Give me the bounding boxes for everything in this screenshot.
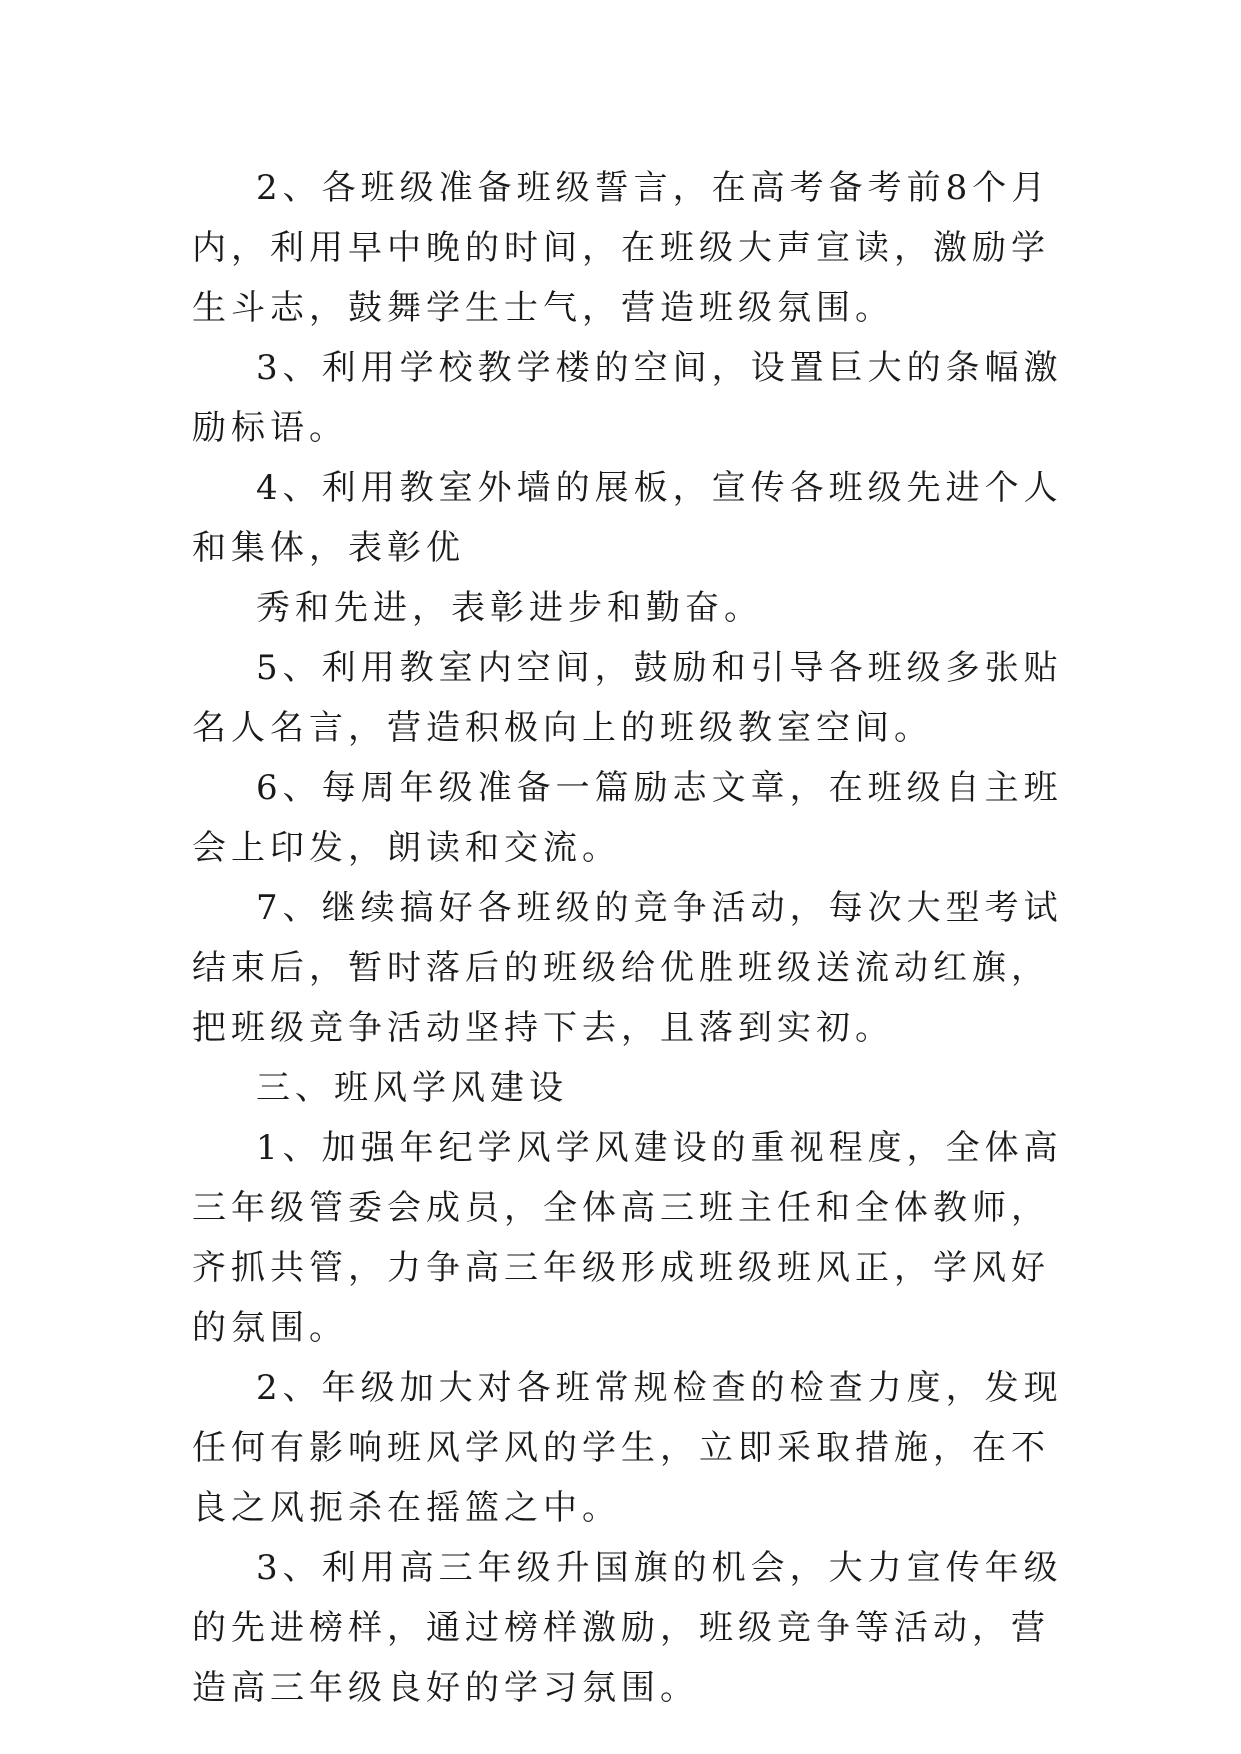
- document-body: [192, 158, 1072, 1718]
- paragraph-famous-quotes: 5、利用教室内空间，鼓励和引导各班级多张贴名人名言，营造积极向上的班级教室空间。: [192, 648, 1063, 748]
- paragraph-display-boards-continued: 秀和先进，表彰进步和勤奋。: [256, 588, 763, 628]
- paragraph-class-oath: 2、各班级准备班级誓言，在高考备考前8个月内，利用早中晚的时间，在班级大声宣读，激励学生斗志，鼓舞学生士气，营造班级氛围。: [192, 168, 1051, 328]
- paragraph-banner-slogans: 3、利用学校教学楼的空间，设置巨大的条幅激励标语。: [192, 348, 1063, 448]
- paragraph-routine-inspection: 2、年级加大对各班常规检查的检查力度，发现任何有影响班风学风的学生，立即采取措施，在不良之风扼杀在摇篮之中。: [192, 1368, 1063, 1528]
- paragraph-class-competition: 7、继续搞好各班级的竞争活动，每次大型考试结束后，暂时落后的班级给优胜班级送流动红旗，把班级竞争活动坚持下去，且落到实初。: [192, 888, 1063, 1048]
- paragraph-weekly-article: 6、每周年级准备一篇励志文章，在班级自主班会上印发，朗读和交流。: [192, 768, 1063, 868]
- paragraph-display-boards: 4、利用教室外墙的展板，宣传各班级先进个人和集体，表彰优: [192, 468, 1063, 568]
- paragraph-study-style-emphasis: 1、加强年纪学风学风建设的重视程度，全体高三年级管委会成员，全体高三班主任和全体教师，齐抓共管，力争高三年级形成班级班风正，学风好的氛围。: [192, 1128, 1063, 1348]
- paragraph-flag-raising: 3、利用高三年级升国旗的机会，大力宣传年级的先进榜样，通过榜样激励，班级竞争等活动，营造高三年级良好的学习氛围。: [192, 1548, 1063, 1708]
- section-heading-class-style: 三、班风学风建设: [256, 1068, 568, 1108]
